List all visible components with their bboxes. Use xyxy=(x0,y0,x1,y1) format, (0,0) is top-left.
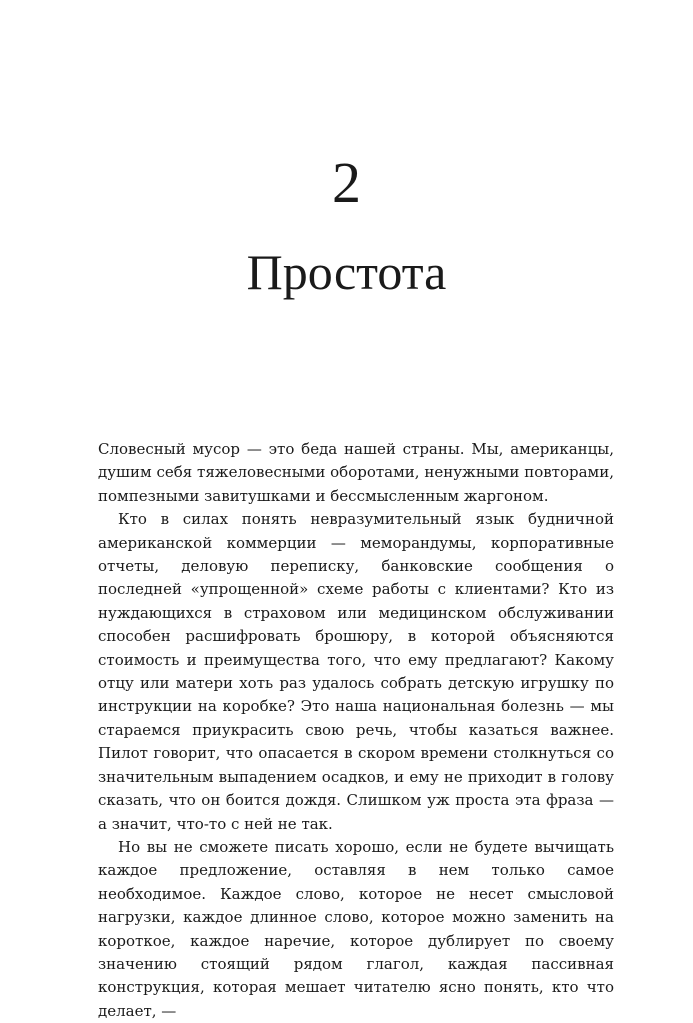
paragraph-3: Но вы не сможете писать хорошо, если не будете вычищать каждое предложение, оставляя в нем только самое необходимое. Каждое слово, которое не несет смысловой нагрузки, каждое длинное слово, которое можно заменить на короткое, каждое наречие, которое дублирует по своему значению стоящий рядом глагол, каждая пассивная конструкция, которая мешает читателю ясно понять, кто что делает, — xyxy=(98,837,614,1020)
chapter-title: Простота xyxy=(246,244,447,300)
paragraph-1: Словесный мусор — это беда нашей страны. Мы, американцы, душим себя тяжеловесными оборотами, ненужными повторами, помпезными завитушками и бессмысленным жаргоном. xyxy=(98,440,614,505)
paragraph-2: Кто в силах понять невразумительный язык будничной американской коммерции — меморандумы, корпоративные отчеты, деловую переписку, банковские сообщения о последней «упрощенной» схеме работы с клиентами? Кто из нуждающихся в страховом или медицинском обслуживании способен расшифровать брошюру, в которой объясняются стоимость и преимущества того, что ему предлагают? Какому отцу или матери хоть раз удалось собрать детскую игрушку по инструкции на коробке? Это наша национальная болезнь — мы стараемся приукрасить свою речь, чтобы казаться важнее. Пилот говорит, что опасается в скором времени столкнуться со значительным выпадением осадков, и ему не приходит в голову сказать, что он боится дождя. Слишком уж проста эта фраза — а значит, что-то с ней не так. xyxy=(98,510,614,833)
body-text xyxy=(98,438,614,1023)
chapter-number: 2 xyxy=(332,150,361,215)
